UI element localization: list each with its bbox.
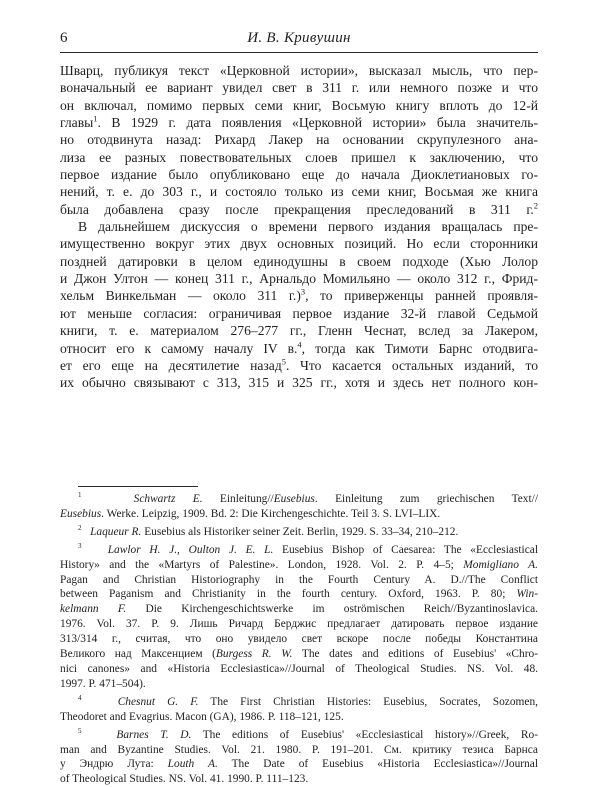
footnote-text: . Einleitung zum griechischen Text// [314, 493, 538, 505]
text-fragment: хельм Винкельман — около 311 г.) [60, 288, 301, 304]
text-fragment: главы [60, 115, 94, 131]
footnote-ref: 4 [297, 338, 302, 349]
text-line [60, 340, 538, 357]
footnote-text: Eusebius als Historiker seiner Zeit. Berlin, 1929. S. 33–34, 210–212. [141, 525, 459, 538]
footnote-line [60, 587, 538, 602]
text-fragment: . В 1929 г. дата появления «Церковной истории» была значитель- [97, 115, 538, 131]
footnote-text: between Paganism and Christianity in the fourth century. Oxford, 1963. P. 80; [60, 588, 506, 601]
footnote-number: 5 [78, 726, 82, 735]
footnote-ref: 1 [93, 113, 98, 124]
footnote-author: Lawlor H. J., Oulton J. E. L. [107, 543, 274, 556]
text-line: но отодвинута назад: Рихард Лакер на основании скрупулезного ана- [60, 132, 538, 148]
footnote-text: . Werke. Leipzig, 1909. Bd. 2: Die Kirchengeschichte. Teil 3. S. LVI–LIX. [101, 507, 441, 520]
text-line: лиза ее разных повествовательных слоев пришел к заключению, что [60, 149, 538, 165]
footnote-line: nici canones» and «Historia Ecclesiastica»//Journal of Theological Studies. NS. Vol. 48. [60, 662, 538, 675]
footnote-number: 2 [78, 524, 82, 533]
footnote-separator [78, 486, 198, 487]
footnote-line: 1976. Vol. 37. P. 9. Лишь Ричард Берджис предлагает датировать первое издание [60, 618, 538, 631]
text-fragment: , то приверженцы ранней проявля- [305, 288, 538, 304]
text-fragment: была добавлена сразу после прекращения преследований в 311 г. [60, 201, 534, 217]
text-line [60, 114, 538, 131]
footnote-line: 313/314 г., считая, что оно увидело свет вскоре после победы Константина [60, 633, 538, 646]
footnote-author: Momigliano A. [463, 558, 538, 571]
footnote-text: Eusebius Bishop of Caesarea: The «Ecclesiastical [273, 543, 538, 556]
footnotes [60, 492, 538, 787]
footnote-ref: 2 [533, 200, 538, 211]
text-fragment: относит его к самому началу IV в. [60, 340, 298, 356]
footnote-line: 1997. P. 471–504). [60, 677, 146, 690]
text-line: он включал, помимо первых семи книг, Восьмую книгу вплоть до 12-й [60, 97, 538, 113]
footnote-author: Burgess R. W. [215, 648, 293, 661]
page-header [60, 22, 538, 53]
footnote-text: у Эндрю Лута: [60, 758, 168, 771]
footnote-line [60, 757, 538, 772]
footnote-author: Louth A. [167, 758, 218, 771]
text-line: поздней датировки в целом единодушны в своем подходе (Хью Лолор [60, 253, 538, 269]
footnote-ref: 3 [300, 286, 306, 297]
footnote-author: Laqueur R. [90, 525, 142, 538]
footnote-author: Schwartz E. [133, 493, 203, 505]
text-line [60, 287, 538, 304]
text-line [60, 201, 538, 218]
footnote-number: 3 [78, 541, 82, 550]
text-line: их обычно связывают с 313, 315 и 325 гг., хотя и здесь нет полного кон- [60, 375, 538, 391]
text-line: нений, т. е. до 303 г., и состояло только из семи книг, Восьмая же книга [60, 184, 538, 200]
main-text [60, 62, 538, 392]
footnote-text: The First Christian Histories: Eusebius, Socrates, Sozomen, [198, 695, 538, 708]
footnote-line [60, 602, 538, 617]
text-line: имущественно вокруг этих двух основных позиций. Но если сторонники [60, 236, 538, 252]
footnote-line: Pagan and Christian Historiography in the Fourth Century A. D.//The Conflict [60, 573, 538, 586]
footnote-line: of Theological Studies. NS. Vol. 41. 1990. P. 111–123. [60, 773, 309, 786]
text-line: книги, т. е. материалом 276–277 гг., Гленн Чеснат, вслед за Лакером, [60, 323, 538, 339]
text-line: первое издание было опубликовано еще до начала Диоклетиановых го- [60, 167, 538, 183]
footnote-ref: 5 [281, 356, 286, 367]
text-line: ют меньше согласия: ограничивая первое издание 32-й главой Седьмой [60, 305, 538, 321]
page-number: 6 [60, 30, 68, 46]
text-line: Шварц, публикуя текст «Церковной истории», высказал мысль, что пер- [60, 63, 538, 78]
footnote-line [60, 507, 538, 522]
footnote-title: Eusebius [60, 507, 102, 520]
footnote-title: Eusebius [273, 493, 315, 505]
footnote-line: Theodoret and Evagrius. Macon (GA), 1986. P. 118–121, 125. [60, 710, 344, 723]
footnote-text: History» and the «Martyrs of Palestine». London, 1928. Vol. 2. P. 4–5; [60, 558, 454, 571]
text-line: В дальнейшем дискуссия о времени первого издания вращалась пре- [78, 219, 538, 235]
text-fragment: , тогда как Тимоти Барнс отодвига- [301, 340, 538, 356]
footnote-number: 1 [78, 491, 82, 500]
footnote-line [60, 525, 538, 540]
book-page [60, 0, 538, 786]
footnote-line [60, 728, 538, 743]
footnote-text: The editions of Eusebius' «Ecclesiastical history»//Greek, Ro- [191, 728, 538, 741]
footnote-author: Chesnut G. F. [117, 695, 199, 708]
footnote-author: Win- [516, 588, 538, 601]
footnote-text: The Date of Eusebius «Historia Ecclesiastica»//Journal [217, 758, 538, 771]
footnote-line [60, 558, 538, 573]
footnote-line [60, 695, 538, 710]
footnote-text: Die Kirchengeschichtswerke im oströmischen Reich//Byzantinoslavica. [126, 603, 538, 616]
footnote-author: Barnes T. D. [116, 728, 192, 741]
footnote-line: man and Byzantine Studies. Vol. 21. 1980. P. 191–201. См. критику тезиса Барнса [60, 743, 538, 756]
footnote-text: Einleitung// [202, 493, 274, 505]
footnote-line [60, 647, 538, 662]
footnote-text: The dates and editions of Eusebius' «Chro- [292, 648, 538, 661]
footnote-author: kelmann F. [60, 603, 127, 616]
text-fragment: ет его еще на десятилетие назад [60, 357, 282, 373]
text-line: воначальный ее вариант увидел свет в 311 г. или немного позже и что [60, 80, 538, 96]
footnote-line [60, 492, 538, 507]
footnote-line [60, 543, 538, 558]
text-line [60, 357, 538, 374]
footnote-text: Великого над Максенцием ( [60, 648, 216, 661]
running-title: И. В. Кривушин [247, 30, 351, 46]
text-line: и Джон Ултон — конец 311 г., Арнальдо Момильяно — около 312 г., Фрид- [60, 271, 538, 287]
text-fragment: . Что касается остальных изданий, то [285, 357, 538, 373]
footnote-number: 4 [78, 693, 82, 702]
